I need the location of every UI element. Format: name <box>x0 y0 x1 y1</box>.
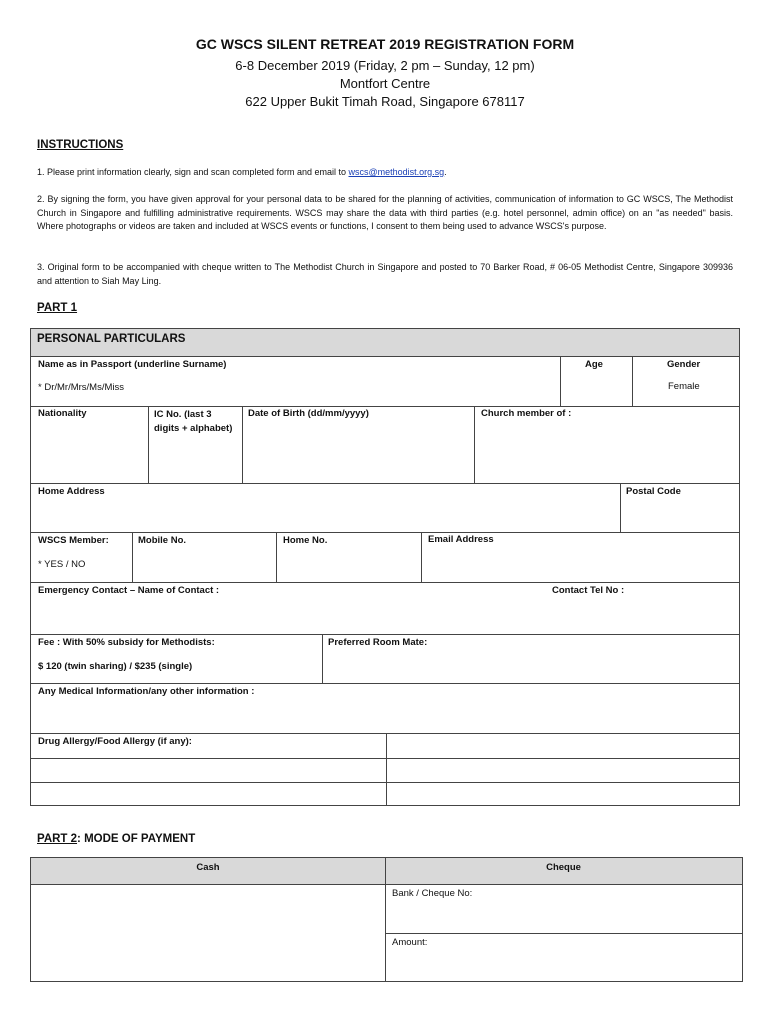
home-no-label: Home No. <box>283 535 328 546</box>
wscs-member-label: WSCS Member: <box>38 535 109 546</box>
name-label: Name as in Passport (underline Surname) <box>38 359 227 370</box>
part2-heading-main: PART 2 <box>37 833 78 845</box>
instruction-1-end: . <box>444 167 447 177</box>
payment-table <box>30 857 743 982</box>
medical-info-label: Any Medical Information/any other information : <box>38 686 255 697</box>
gender-label: Gender <box>667 359 701 370</box>
personal-particulars-table <box>30 328 740 806</box>
nationality-label: Nationality <box>38 408 87 419</box>
fee-label: Fee : With 50% subsidy for Methodists: <box>38 637 215 648</box>
instruction-3: 3. Original form to be accompanied with cheque written to The Methodist Church in Singapore and posted to 70 Barker Road, # 06-05 Methodist Centre, Singapore 309936 and attention to Siah May Ling. <box>37 262 733 286</box>
salutation-options: * Dr/Mr/Mrs/Ms/Miss <box>38 382 125 393</box>
part2-heading <box>37 833 195 845</box>
fee-value: $ 120 (twin sharing) / $235 (single) <box>38 661 193 672</box>
room-mate-label: Preferred Room Mate: <box>328 637 428 648</box>
bank-cheque-label: Bank / Cheque No: <box>392 888 473 899</box>
postal-code-label: Postal Code <box>626 486 681 497</box>
email-link[interactable]: wscs@methodist.org.sg <box>348 167 445 177</box>
age-label: Age <box>585 359 603 370</box>
mobile-label: Mobile No. <box>138 535 187 546</box>
amount-label: Amount: <box>392 937 428 948</box>
allergy-label: Drug Allergy/Food Allergy (if any): <box>38 736 192 747</box>
part1-heading: PART 1 <box>37 302 78 314</box>
event-venue: Montfort Centre <box>339 76 431 91</box>
event-dates: 6-8 December 2019 (Friday, 2 pm – Sunday, 12 pm) <box>235 58 535 73</box>
section-title: PERSONAL PARTICULARS <box>37 333 186 345</box>
instruction-1-text: 1. Please print information clearly, sign and scan completed form and email to <box>37 167 349 177</box>
age-field[interactable] <box>561 357 631 405</box>
cheque-label: Cheque <box>546 862 581 873</box>
emergency-contact-label: Emergency Contact – Name of Contact : <box>38 585 220 596</box>
wscs-member-options[interactable]: * YES / NO <box>38 559 86 570</box>
instruction-2: 2. By signing the form, you have given approval for your personal data to be shared for the planning of activities, communication of information to GC WSCS, The Methodist Church in Singapore and fulfilling administrative requirements. WSCS may share the data with third parties (e.g. hotel personnel, admin office) on an "as needed" basis. Where photographs or videos are taken and included at WSCS events or functions, I consent to them being used to advance WSCS's purpose. <box>37 194 733 231</box>
form-title: GC WSCS SILENT RETREAT 2019 REGISTRATION FORM <box>195 36 575 52</box>
event-address: 622 Upper Bukit Timah Road, Singapore 678117 <box>245 94 525 109</box>
ic-label: IC No. (last 3 digits + alphabet) <box>154 409 233 434</box>
church-label: Church member of : <box>481 408 572 419</box>
home-address-label: Home Address <box>38 486 105 497</box>
gender-value: Female <box>668 381 700 392</box>
cash-label: Cash <box>196 862 220 873</box>
instruction-1 <box>37 166 733 180</box>
dob-label: Date of Birth (dd/mm/yyyy) <box>248 408 369 419</box>
instructions-heading: INSTRUCTIONS <box>37 139 124 151</box>
email-label: Email Address <box>428 534 494 545</box>
part2-heading-rest: : MODE OF PAYMENT <box>77 833 196 845</box>
contact-tel-label: Contact Tel No : <box>552 585 625 596</box>
